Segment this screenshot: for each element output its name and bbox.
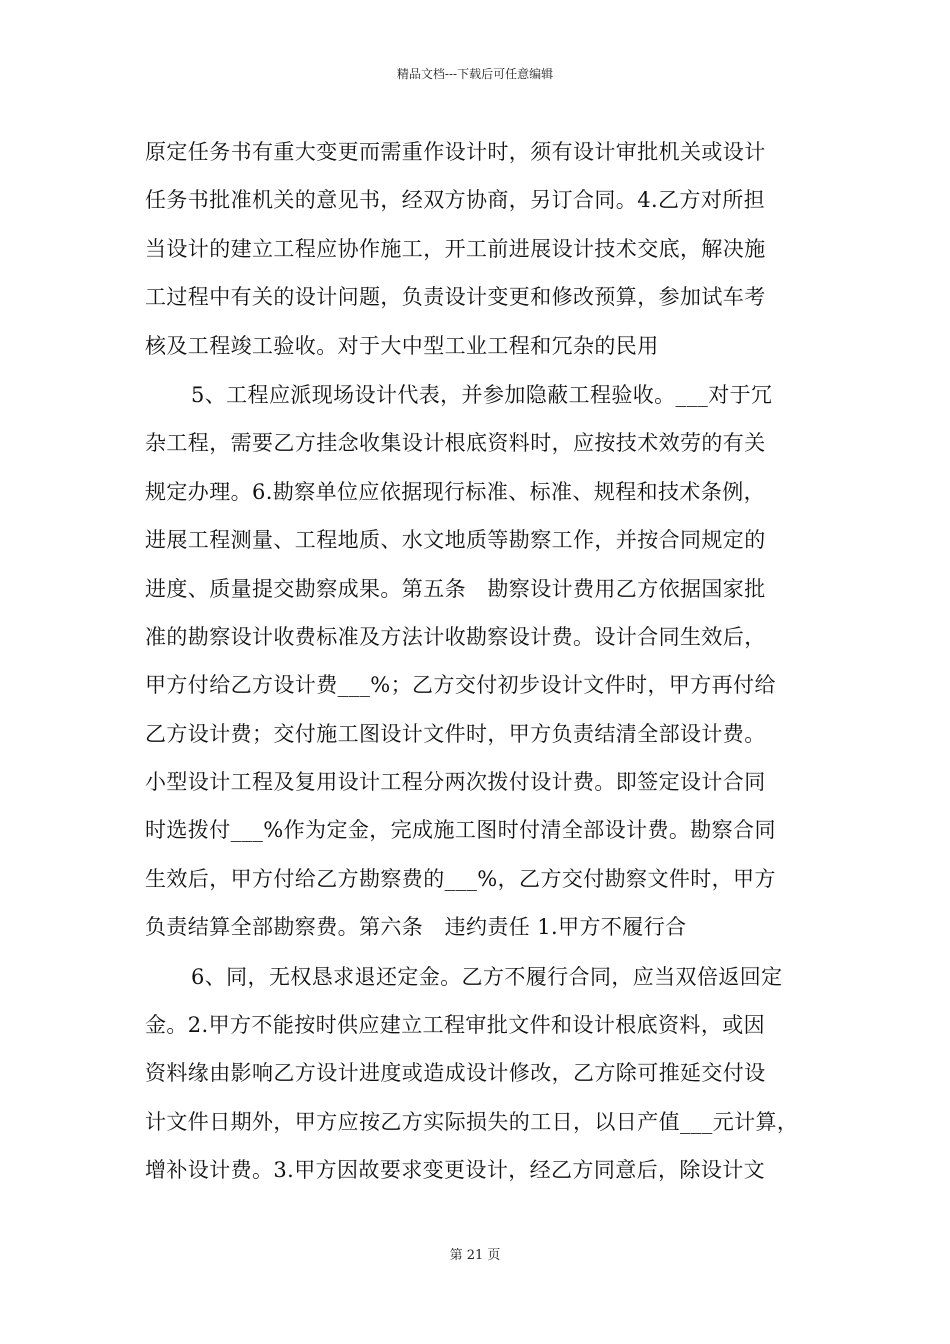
text-line: 原定任务书有重大变更而需重作设计时，须有设计审批机关或设计 [145, 140, 766, 164]
text-line: 小型设计工程及复用设计工程分两次拨付设计费。即签定设计合同 [145, 770, 766, 795]
paragraph-1 [145, 128, 815, 370]
text-line: 甲方付给乙方设计费___%；乙方交付初步设计文件时，甲方再付给 [145, 673, 776, 698]
text-line: 6、同，无权恳求退还定金。乙方不履行合同，应当双倍返回定 [191, 964, 783, 989]
paragraph-3 [145, 953, 815, 1195]
text-line: 5、工程应派现场设计代表，并参加隐蔽工程验收。___对于冗 [191, 382, 773, 407]
text-line: 资料缘由影响乙方设计进度或造成设计修改，乙方除可推延交付设 [145, 1061, 766, 1086]
text-line: 进展工程测量、工程地质、水文地质等勘察工作，并按合同规定的 [145, 528, 766, 553]
text-line: 任务书批准机关的意见书，经双方协商，另订合同。4.乙方对所担 [145, 188, 766, 213]
text-line: 金。2.甲方不能按时供应建立工程审批文件和设计根底资料，或因 [145, 1013, 766, 1038]
paragraph-2 [145, 371, 815, 952]
text-line: 生效后，甲方付给乙方勘察费的___%，乙方交付勘察文件时，甲方 [145, 866, 776, 891]
text-line: 杂工程，需要乙方挂念收集设计根底资料时，应按技术效劳的有关 [145, 431, 766, 456]
text-line: 乙方设计费；交付施工图设计文件时，甲方负责结清全部设计费。 [145, 721, 766, 746]
page-number: 第 21 页 [449, 1248, 501, 1263]
text-line: 计文件日期外，甲方应按乙方实际损失的工日，以日产值___元计算， [145, 1109, 799, 1134]
text-line: 进度、质量提交勘察成果。第五条 勘察设计费用乙方依据国家批 [145, 576, 766, 601]
text-line: 准的勘察设计收费标准及方法计收勘察设计费。设计合同生效后， [145, 624, 766, 649]
document-body [145, 128, 815, 1196]
text-line: 规定办理。6.勘察单位应依据现行标准、标准、规程和技术条例， [145, 479, 766, 504]
text-line: 负责结算全部勘察费。第六条 违约责任 1.甲方不履行合 [145, 915, 687, 940]
text-line: 增补设计费。3.甲方因故要求变更设计，经乙方同意后，除设计文 [145, 1158, 766, 1183]
text-line: 工过程中有关的设计问题，负责设计变更和修改预算，参加试车考 [145, 285, 766, 310]
page-header: 精品文档---下载后可任意编辑 [396, 67, 554, 81]
text-line: 当设计的建立工程应协作施工，开工前进展设计技术交底，解决施 [145, 236, 766, 261]
text-line: 时选拨付___%作为定金，完成施工图时付清全部设计费。勘察合同 [145, 818, 776, 843]
text-line: 核及工程竣工验收。对于大中型工业工程和冗杂的民用 [145, 333, 659, 358]
